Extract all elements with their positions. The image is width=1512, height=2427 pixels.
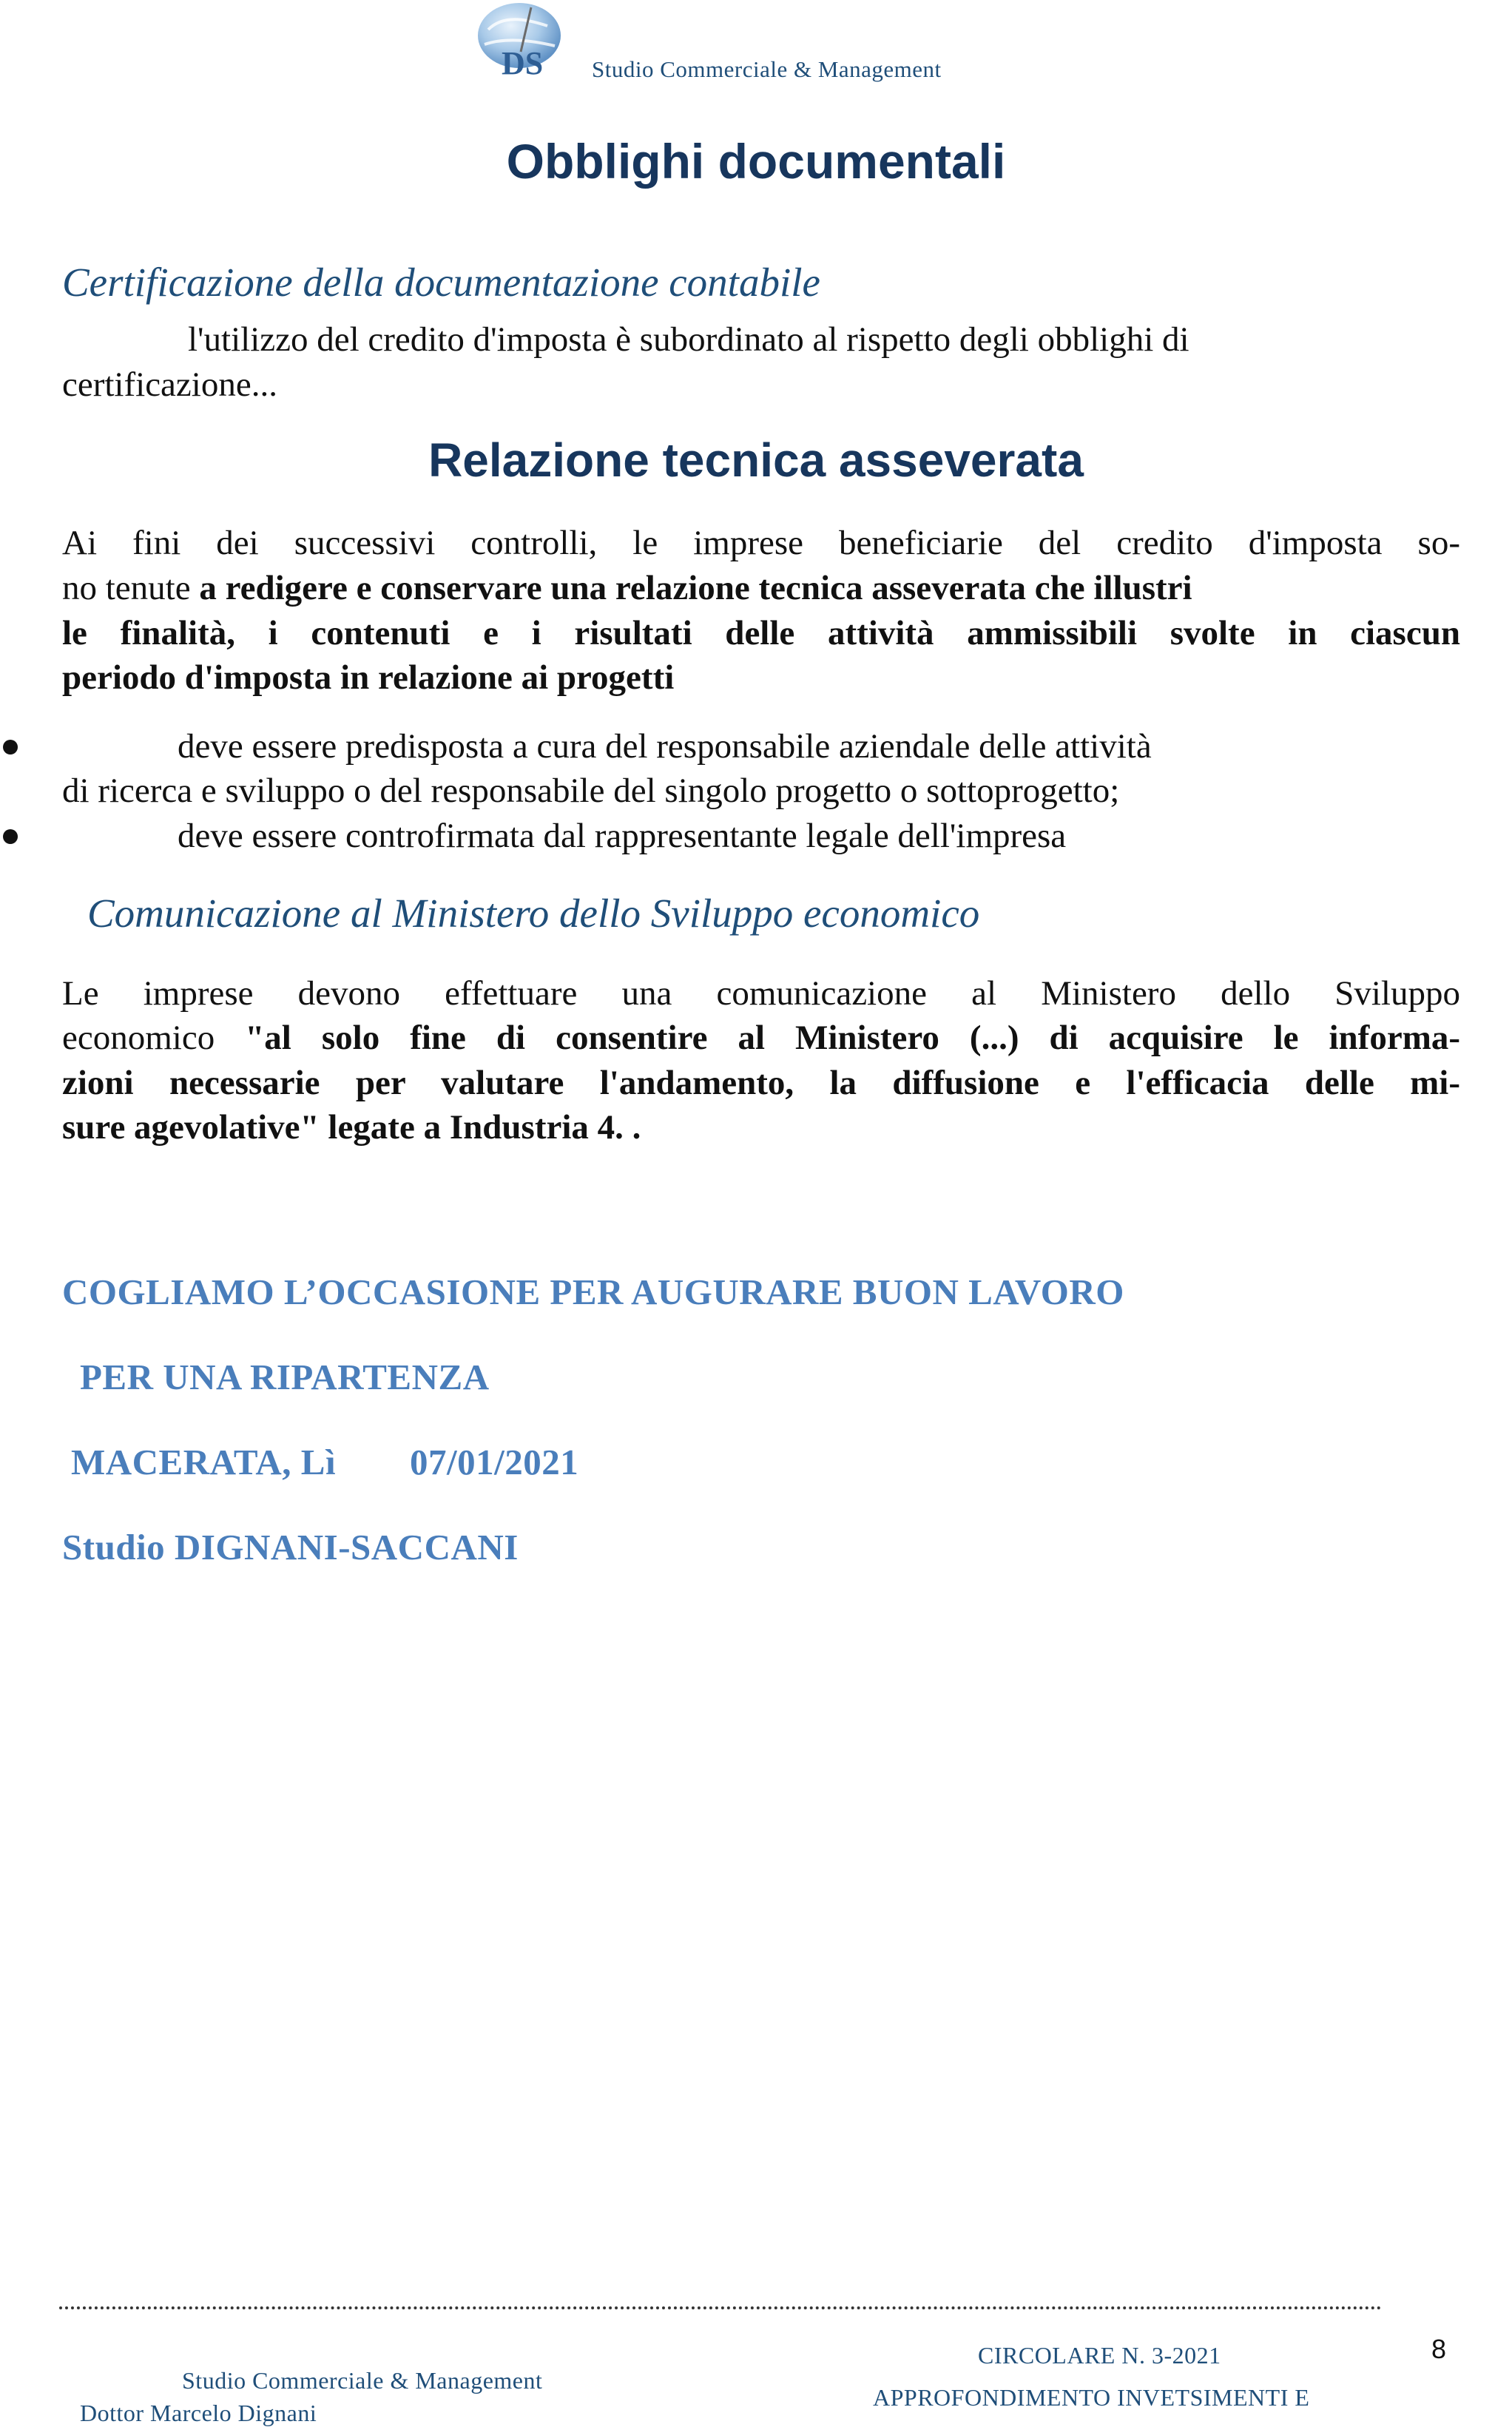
comunicazione-text-line2 xyxy=(62,1016,1460,1060)
section-title-relazione: Relazione tecnica asseverata xyxy=(428,433,1084,487)
relazione-text-line2-plain: no tenute xyxy=(62,569,200,607)
bullet-item-1-line2: di ricerca e sviluppo o del responsabile del singolo progetto o sottoprogetto; xyxy=(62,772,1120,810)
bullet-item-2-line1: deve essere controfirmata dal rappresentante legale dell'impresa xyxy=(178,817,1067,855)
relazione-text-line3: le finalità, i contenuti e i risultati delle attività ammissibili svolte in ciascun xyxy=(62,614,1460,652)
relazione-text-line4: periodo d'imposta in relazione ai progetti xyxy=(62,658,675,697)
footer-studio-name: Studio Commerciale & Management xyxy=(182,2367,543,2394)
page-number: 8 xyxy=(1431,2334,1447,2364)
footer-divider xyxy=(59,2306,1382,2309)
closing-date: 07/01/2021 xyxy=(410,1442,579,1482)
bullet-item-1-line1: deve essere predisposta a cura del responsabile aziendale delle attività xyxy=(178,727,1152,766)
footer-author-partial: Dottor Marcelo Dignani xyxy=(80,2400,317,2426)
comunicazione-text-line2-plain: economico xyxy=(62,1019,246,1057)
closing-greeting-line2: PER UNA RIPARTENZA xyxy=(80,1357,490,1397)
footer-circular-number: CIRCOLARE N. 3-2021 xyxy=(978,2342,1221,2369)
relazione-text-line2 xyxy=(62,566,1192,610)
comunicazione-text-line4: sure agevolative" legate a Industria 4. . xyxy=(62,1108,641,1147)
section-heading-comunicazione: Comunicazione al Ministero dello Sviluppo economico xyxy=(87,891,980,936)
comunicazione-text-line3: zioni necessarie per valutare l'andamento, la diffusione e l'efficacia delle mi- xyxy=(62,1064,1460,1102)
comunicazione-text-line1: Le imprese devono effettuare una comunicazione al Ministero dello Sviluppo xyxy=(62,974,1460,1013)
page-title: Obblighi documentali xyxy=(506,134,1006,189)
certificazione-text-line2: certificazione... xyxy=(62,365,277,404)
logo-lettering: DS xyxy=(502,45,544,81)
footer-circular-subject: APPROFONDIMENTO INVETSIMENTI E xyxy=(873,2384,1310,2411)
relazione-text-line2-bold: a redigere e conservare una relazione tecnica asseverata che illustri xyxy=(199,569,1192,607)
studio-logo xyxy=(473,0,570,81)
closing-greeting-line1: COGLIAMO L’OCCASIONE PER AUGURARE BUON LAVORO xyxy=(62,1272,1124,1312)
relazione-text-line1: Ai fini dei successivi controlli, le imprese beneficiarie del credito d'imposta so- xyxy=(62,524,1460,562)
bullet-marker xyxy=(3,829,18,844)
header-studio-name: Studio Commerciale & Management xyxy=(592,56,942,82)
closing-place: MACERATA, Lì xyxy=(71,1442,337,1482)
certificazione-text-line1: l'utilizzo del credito d'imposta è subordinato al rispetto degli obblighi di xyxy=(188,320,1189,359)
section-heading-certificazione: Certificazione della documentazione contabile xyxy=(62,260,820,305)
comunicazione-text-line2-bold: "al solo fine di consentire al Ministero (...) di acquisire le informa- xyxy=(245,1019,1460,1057)
bullet-marker xyxy=(3,740,18,755)
closing-signature: Studio DIGNANI-SACCANI xyxy=(62,1527,519,1567)
